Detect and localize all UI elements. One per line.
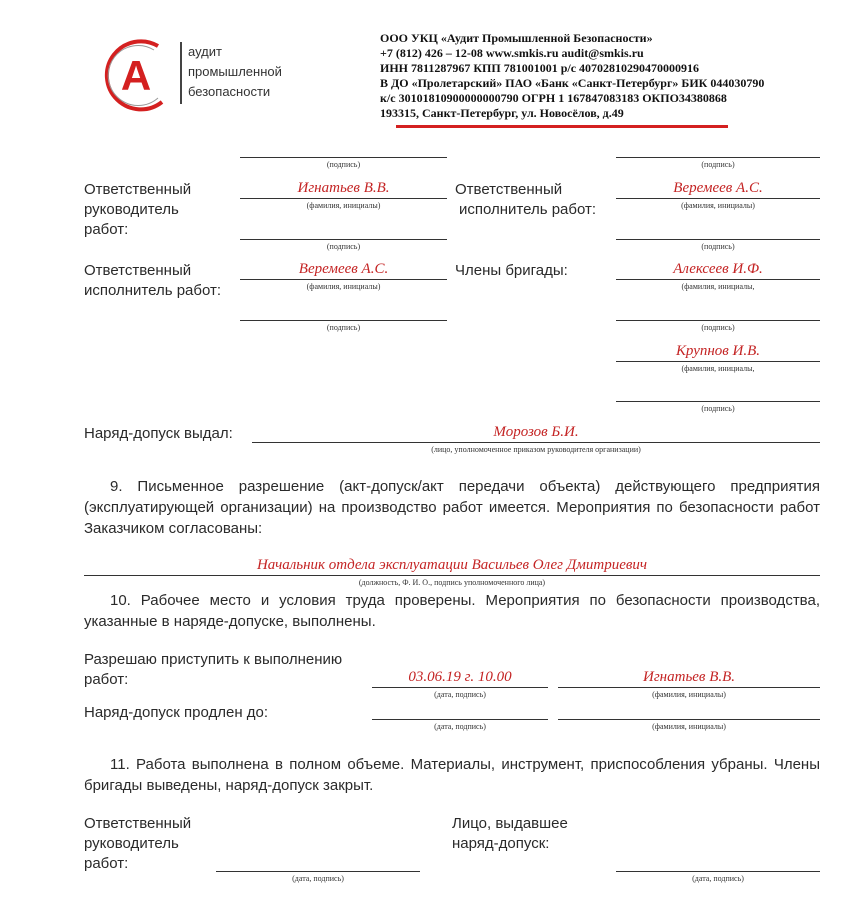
name-caption: (фамилия, инициалы,: [681, 282, 755, 291]
signature-line: [240, 157, 447, 158]
signature-caption: (подпись): [326, 323, 361, 332]
name-caption: (фамилия, инициалы): [652, 722, 726, 731]
permit-issuer-label: Лицо, выдавшее наряд-допуск:: [452, 815, 568, 852]
name-line: [616, 361, 820, 362]
name-line: [616, 279, 820, 280]
item-10-text: 10. Рабочее место и условия труда проверены. Мероприятия по безопасности производства, указанные в наряде-допуске, выполнены.: [84, 592, 820, 630]
name-line: [616, 198, 820, 199]
date-line: [372, 719, 548, 720]
permit-start-name: Игнатьев В.В.: [642, 669, 736, 685]
company-requisites: [380, 31, 850, 121]
signature-caption: (подпись): [701, 323, 735, 332]
company-inn: ИНН 7811287967 КПП 781001001 р/с 40702810290470000916: [380, 61, 700, 75]
signature-caption: (подпись): [326, 242, 361, 251]
responsible-manager-name: Игнатьев В.В.: [297, 180, 390, 196]
signature-caption: (подпись): [701, 160, 735, 169]
permit-start-label: Разрешаю приступить к выполнению работ:: [84, 651, 343, 688]
company-logo: [96, 36, 296, 116]
item-9-authorized-person: Начальник отдела эксплуатации Васильев Олег Дмитриевич: [256, 557, 648, 573]
name-caption: (фамилия, инициалы): [652, 690, 726, 699]
signature-caption: (подпись): [701, 404, 735, 413]
crew-member-2-name: Крупнов И.В.: [675, 343, 761, 359]
issued-by-name: Морозов Б.И.: [493, 424, 579, 440]
extended-until-label: Наряд-допуск продлен до:: [84, 704, 269, 721]
logo-line-2: промышленной: [188, 64, 282, 79]
svg-text:А: А: [120, 52, 152, 99]
responsible-executor-name-right: Веремеев А.С.: [673, 180, 763, 196]
signature-caption: (подпись): [326, 160, 361, 169]
responsible-manager-label: Ответственный руководитель работ:: [84, 181, 192, 238]
issued-by-line: [252, 442, 820, 443]
signature-line: [616, 157, 820, 158]
permit-start-date: 03.06.19 г. 10.00: [408, 669, 512, 685]
date-caption: (дата, подпись): [434, 690, 486, 699]
signature-line: [616, 239, 820, 240]
logo-line-3: безопасности: [188, 84, 271, 99]
signature-line: [240, 239, 447, 240]
name-caption: (фамилия, инициалы): [306, 201, 381, 210]
date-line: [216, 871, 420, 872]
crew-members-label: Члены бригады:: [455, 262, 568, 279]
date-caption: (дата, подпись): [692, 874, 744, 883]
responsible-executor-label: Ответственный исполнитель работ:: [84, 262, 222, 299]
name-caption: (фамилия, инициалы,: [681, 364, 755, 373]
logo-emblem-icon: [96, 36, 180, 116]
item-11-text: 11. Работа выполнена в полном объеме. Материалы, инструмент, приспособления убраны. Члены бригады выведены, наряд-допуск закрыт.: [84, 756, 820, 794]
company-name: ООО УКЦ «Аудит Промышленной Безопасности»: [380, 31, 653, 45]
signature-line: [240, 320, 447, 321]
signature-caption: (подпись): [701, 242, 735, 251]
item-9-caption: (должность, Ф. И. О., подпись уполномоченного лица): [358, 578, 546, 587]
name-caption: (фамилия, инициалы): [681, 201, 755, 210]
responsible-executor-name: Веремеев А.С.: [298, 261, 389, 277]
date-caption: (дата, подпись): [292, 874, 344, 883]
issued-by-caption: (лицо, уполномоченное приказом руководителя организации): [431, 445, 641, 454]
signature-line: [616, 320, 820, 321]
company-bank: В ДО «Пролетарский» ПАО «Банк «Санкт-Петербург» БИК 044030790: [380, 76, 765, 90]
company-contacts: +7 (812) 426 – 12-08 www.smkis.ru audit@smkis.ru: [380, 46, 644, 60]
name-caption: (фамилия, инициалы): [306, 282, 381, 291]
name-line: [240, 279, 447, 280]
company-address: 193315, Санкт-Петербург, ул. Новосёлов, д.49: [380, 106, 624, 120]
name-line: [240, 198, 447, 199]
date-caption: (дата, подпись): [434, 722, 486, 731]
closing-manager-label: Ответственный руководитель работ:: [84, 815, 192, 872]
name-line: [558, 719, 820, 720]
name-line: [558, 687, 820, 688]
date-line: [372, 687, 548, 688]
date-line: [616, 871, 820, 872]
crew-member-1-name: Алексеев И.Ф.: [673, 261, 763, 277]
issued-by-label: Наряд-допуск выдал:: [84, 425, 233, 442]
signature-line: [616, 401, 820, 402]
item-9-line: [84, 575, 820, 576]
logo-line-1: аудит: [188, 44, 222, 59]
responsible-executor-label-right: Ответственный исполнитель работ:: [455, 181, 597, 218]
item-9-text: 9. Письменное разрешение (акт-допуск/акт передачи объекта) действующего предприятия (эксплуатирующей организации) на производство работ имеется. Мероприятия по безопасности работ Заказчиком согласованы:: [84, 478, 820, 537]
company-ogrn: к/с 30101810900000000790 ОГРН 1 167847083183 ОКПО34380868: [380, 91, 727, 105]
header-red-rule: [396, 125, 728, 128]
